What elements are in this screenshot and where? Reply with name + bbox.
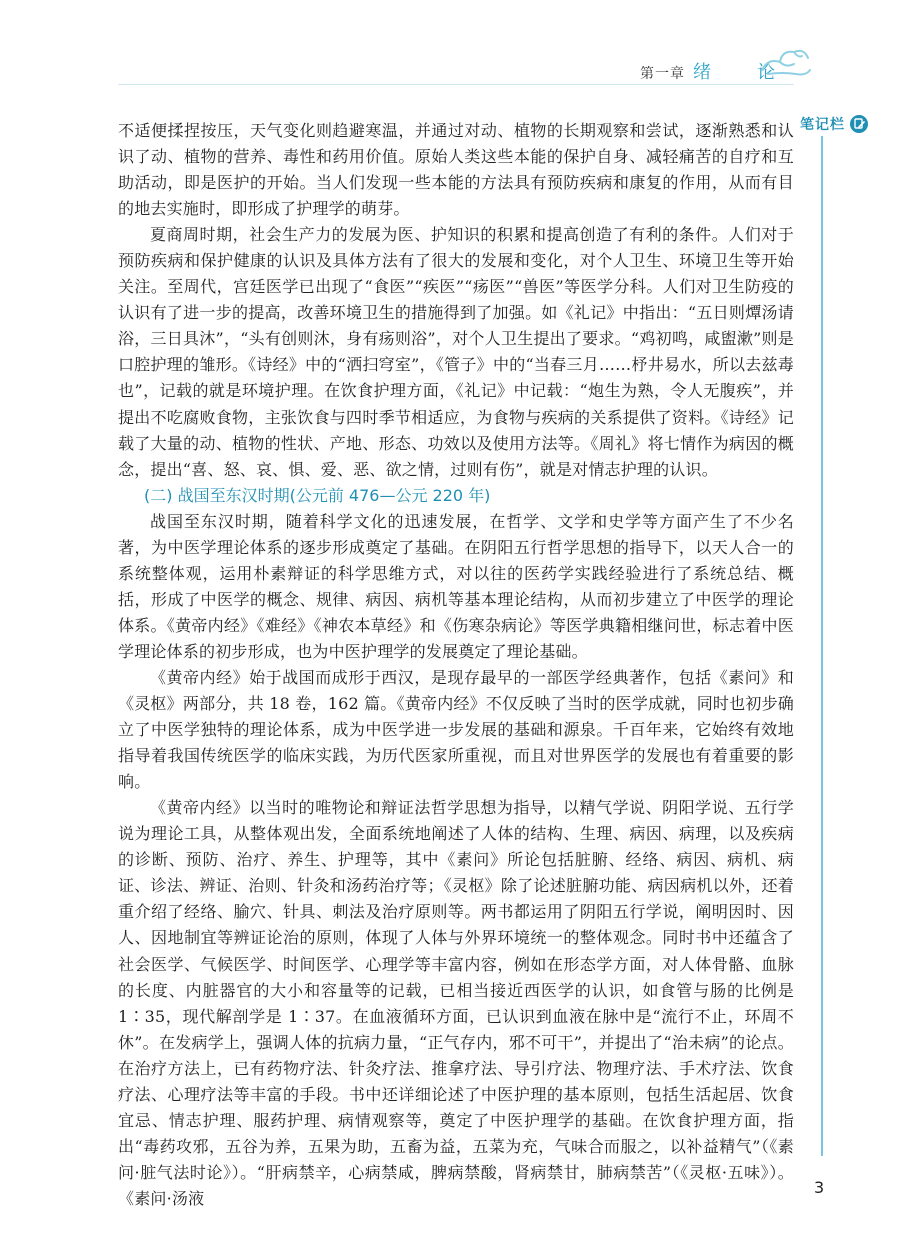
section-heading: (二) 战国至东汉时期(公元前 476—公元 220 年) bbox=[144, 485, 491, 505]
chapter-title: 绪 论 bbox=[693, 62, 789, 83]
chapter-number: 第一章 bbox=[640, 66, 685, 82]
main-text bbox=[118, 118, 794, 1212]
page-number: 3 bbox=[814, 1178, 825, 1197]
notes-label: 笔记栏 bbox=[800, 117, 845, 133]
paragraph-5: 《黄帝内经》以当时的唯物论和辩证法哲学思想为指导，以精气学说、阴阳学说、五行学说为理论工具，从整体观出发，全面系统地阐述了人体的结构、生理、病因、病理，以及疾病的诊断、预防、治疗、养生、护理等，其中《素问》所论包括脏腑、经络、病因、病机、病证、诊法、辨证、治则、针灸和汤药治疗等；《灵枢》除了论述脏腑功能、病因病机以外，还着重介绍了经络、腧穴、针具、刺法及治疗原则等。两书都运用了阴阳五行学说，阐明因时、因人、因地制宜等辨证论治的原则，体现了人体与外界环境统一的整体观念。同时书中还蕴含了社会医学、气候医学、时间医学、心理学等丰富内容，例如在形态学方面，对人体骨骼、血脉的长度、内脏器官的大小和容量等的记载，已相当接近西医学的认识，如食管与肠的比例是 1∶35，现代解剖学是 1∶37。在血液循环方面，已认识到血液在脉中是“流行不止，环周不休”。在发病学上，强调人体的抗病力量，“正气存内，邪不可干”，并提出了“治未病”的论点。在治疗方法上，已有药物疗法、针灸疗法、推拿疗法、导引疗法、物理疗法、手术疗法、饮食疗法、心理疗法等丰富的手段。书中还详细论述了中医护理的基本原则，包括生活起居、饮食宜忌、情志护理、服药护理、病情观察等，奠定了中医护理学的基础。在饮食护理方面，指出“毒药攻邪，五谷为养，五果为助，五畜为益，五菜为充，气味合而服之，以补益精气”（《素问·脏气法时论》）。“肝病禁辛，心病禁咸，脾病禁酸，肾病禁甘，肺病禁苦”（《灵枢·五味》）。《素问·汤液 bbox=[118, 798, 794, 1208]
notes-tab bbox=[800, 112, 882, 136]
paragraph-1: 不适便揉捏按压，天气变化则趋避寒温，并通过对动、植物的长期观察和尝试，逐渐熟悉和认识了动、植物的营养、毒性和药用价值。原始人类这些本能的保护自身、减轻痛苦的自疗和互助活动，即是医护的开始。当人们发现一些本能的方法具有预防疾病和康复的作用，从而有目的地去实施时，即形成了护理学的萌芽。 bbox=[118, 121, 794, 219]
header-rule bbox=[118, 84, 794, 85]
paragraph-2: 夏商周时期，社会生产力的发展为医、护知识的积累和提高创造了有利的条件。人们对于预防疾病和保护健康的认识及具体方法有了很大的发展和变化，对个人卫生、环境卫生等开始关注。至周代，宫廷医学已出现了“食医”“疾医”“疡医”“兽医”等医学分科。人们对卫生防疫的认识有了进一步的提高，改善环境卫生的措施得到了加强。如《礼记》中指出：“五日则燂汤请浴，三日具沐”，“头有创则沐，身有疡则浴”，对个人卫生提出了要求。“鸡初鸣，咸盥漱”则是口腔护理的雏形。《诗经》中的“洒扫穹室”，《管子》中的“当春三月……杼井易水，所以去兹毒也”，记载的就是环境护理。在饮食护理方面，《礼记》中记载：“炮生为熟，令人无腹疾”，并提出不吃腐败食物，主张饮食与四时季节相适应，为食物与疾病的关系提供了资料。《诗经》记载了大量的动、植物的性状、产地、形态、功效以及使用方法等。《周礼》将七情作为病因的概念，提出“喜、怒、哀、惧、爱、恶、欲之情，过则有伤”，就是对情志护理的认识。 bbox=[118, 225, 794, 479]
paragraph-3: 战国至东汉时期，随着科学文化的迅速发展，在哲学、文学和史学等方面产生了不少名著，为中医学理论体系的逐步形成奠定了基础。在阴阳五行哲学思想的指导下，以天人合一的系统整体观，运用朴素辩证的科学思维方式，对以往的医药学实践经验进行了系统总结、概括，形成了中医学的概念、规律、病因、病机等基本理论结构，从而初步建立了中医学的理论体系。《黄帝内经》《难经》《神农本草经》和《伤寒杂病论》等医学典籍相继问世，标志着中医学理论体系的初步形成，也为中医护理学的发展奠定了理论基础。 bbox=[118, 511, 794, 661]
cloud-icon bbox=[758, 40, 814, 80]
notes-sidebar-line bbox=[821, 136, 823, 1156]
notebook-pencil-icon bbox=[849, 114, 869, 134]
paragraph-4: 《黄帝内经》始于战国而成形于西汉，是现存最早的一部医学经典著作，包括《素问》和《灵枢》两部分，共 18 卷，162 篇。《黄帝内经》不仅反映了当时的医学成就，同时也初步确立了中医学独特的理论体系，成为中医学进一步发展的基础和源泉。千百年来，它始终有效地指导着我国传统医学的临床实践，为历代医家所重视，而且对世界医学的发展也有着重要的影响。 bbox=[118, 667, 794, 792]
